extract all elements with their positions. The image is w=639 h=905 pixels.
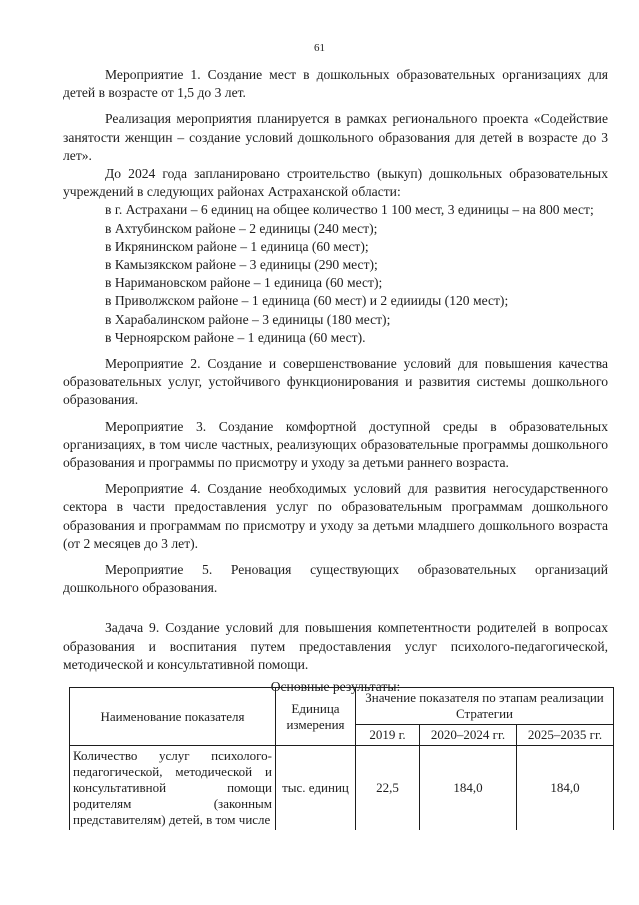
measure-1-paragraph: Мероприятие 1. Создание мест в дошкольных образовательных организациях для детей в возрасте от 1,5 до 3 лет. (63, 67, 608, 101)
astrakhan-city-item: в г. Астрахани – 6 единиц на общее количество 1 100 мест, 3 единицы – на 800 мест; (105, 202, 594, 218)
header-indicator-name: Наименование показателя (70, 688, 276, 746)
table-row (70, 746, 614, 831)
measure-2-paragraph: Мероприятие 2. Создание и совершенствование условий для повышения качества образовательных услуг, устойчивого функционирования и развития системы дошкольного образования. (63, 356, 608, 408)
header-years-2020-2024: 2020–2024 гг. (420, 725, 517, 746)
header-years-2025-2035: 2025–2035 гг. (517, 725, 614, 746)
measure-5-paragraph: Мероприятие 5. Реновация существующих образовательных организаций дошкольного образования. (63, 562, 608, 596)
page-number: 61 (314, 42, 325, 54)
row-indicator-name: Количество услуг психолого-педагогической, методической и консультативной помощи родителям (законным представителям) детей, в том числе (70, 746, 276, 831)
row-value-2019: 22,5 (356, 746, 420, 831)
results-title: Основные результаты: (270, 679, 401, 695)
district-item: в Харабалинском районе – 3 единицы (180 мест); (105, 311, 391, 327)
district-item: в Приволжском районе – 1 единица (60 мест) и 2 едиииды (120 мест); (105, 293, 509, 309)
document-body (63, 66, 608, 696)
district-item: в Черноярском районе – 1 единица (60 мест). (105, 329, 366, 345)
district-item: в Икрянинском районе – 1 единица (60 мест); (105, 238, 369, 254)
header-values-group: Значение показателя по этапам реализации Стратегии (356, 688, 614, 725)
header-unit: Единица измерения (276, 688, 356, 746)
row-unit: тыс. единиц (276, 746, 356, 831)
task-9-paragraph: Задача 9. Создание условий для повышения компетентности родителей в вопросах образования и воспитания путем предоставления услуг психолого-педагогической, методической и консультативной помощи. (63, 620, 608, 672)
district-list (63, 220, 608, 347)
measure-1-implementation-paragraph: Реализация мероприятия планируется в рамках регионального проекта «Содействие занятости женщин – создание условий дошкольного образования для детей в возрасте до 3 лет». (63, 111, 608, 163)
row-value-2020-2024: 184,0 (420, 746, 517, 831)
header-year-2019: 2019 г. (356, 725, 420, 746)
measure-3-paragraph: Мероприятие 3. Создание комфортной доступной среды в образовательных организациях, в том числе частных, реализующих образовательные программы дошкольного образования и программы по присмотру и уходу за детьми раннего возраста. (63, 418, 608, 471)
district-item: в Наримановском районе – 1 единица (60 мест); (105, 275, 383, 291)
row-value-2025-2035: 184,0 (517, 746, 614, 831)
measure-1-plan-paragraph: До 2024 года запланировано строительство (выкуп) дошкольных образовательных учреждений в следующих районах Астраханской области: (63, 166, 608, 200)
district-item: в Ахтубинском районе – 2 единицы (240 мест); (105, 220, 378, 236)
results-table (69, 687, 614, 831)
district-item: в Камызякском районе – 3 единицы (290 мест); (105, 257, 378, 273)
page-cutoff (0, 830, 639, 905)
measure-4-paragraph: Мероприятие 4. Создание необходимых условий для развития негосударственного сектора в части предоставления услуг по образовательным программам дошкольного образования и программам по присмотру и уходу за детьми младшего дошкольного возраста (от 2 месяцев до 3 лет). (63, 481, 608, 551)
